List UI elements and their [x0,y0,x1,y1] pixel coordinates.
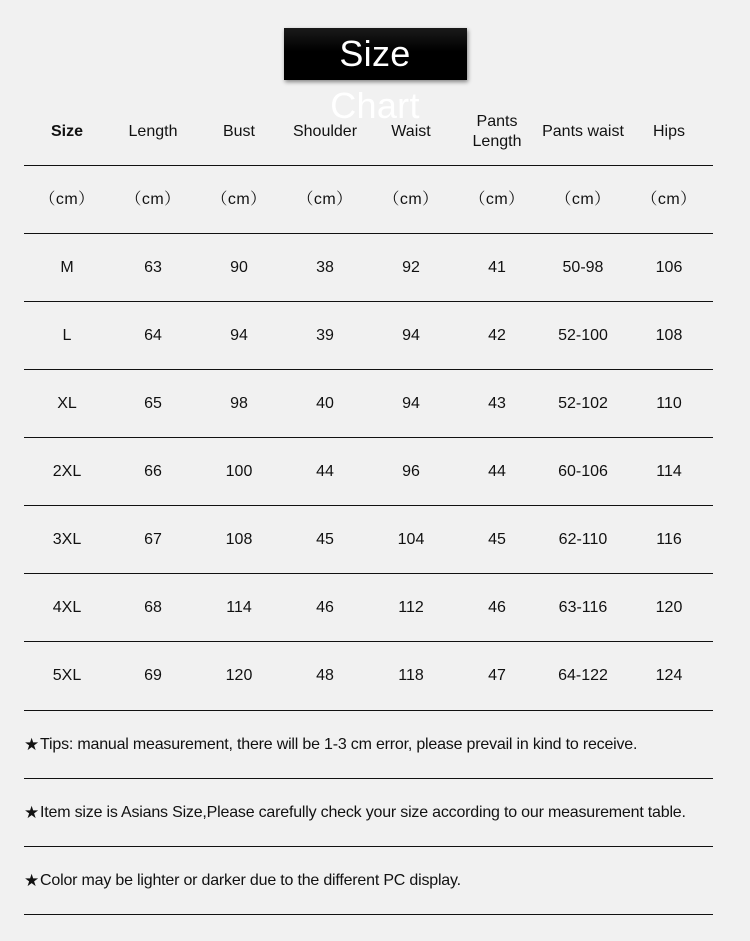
note-color [24,847,713,915]
unit-cell: （cm） [469,190,525,208]
unit-cell: （cm） [297,190,353,208]
table-cell: 96 [402,462,420,480]
table-cell: 50-98 [562,258,604,276]
table-cell: 118 [398,667,424,684]
size-cell: 5XL [52,667,82,684]
star-icon: ★ [24,734,40,754]
table-cell: 92 [402,258,420,276]
table-cell: 94 [402,326,420,344]
table-cell: 52-100 [558,326,608,344]
note-asian-size [24,779,713,847]
table-cell: 114 [226,598,252,616]
header-bust: Bust [222,122,255,140]
table-cell: 90 [230,258,248,276]
size-cell: L [62,326,72,344]
table-cell: 100 [225,462,253,480]
table-row [24,370,713,438]
header-size: Size [50,122,83,140]
note-text: Color may be lighter or darker due to the different PC display. [40,871,461,889]
unit-cell: （cm） [641,190,697,208]
note-text: Item size is Asians Size,Please carefully check your size according to our measurement table. [40,803,686,821]
table-cell: 104 [397,530,425,548]
table-cell: 41 [488,258,506,276]
table-cell: 43 [488,394,506,412]
note-tips [24,711,713,779]
table-cell: 106 [655,258,683,276]
table-units-row [24,166,713,234]
table-cell: 45 [316,530,334,548]
table-cell: 120 [655,598,683,616]
table-cell: 62-110 [558,530,608,548]
unit-cell: （cm） [555,190,611,208]
table-cell: 112 [398,598,424,616]
table-cell: 40 [316,394,334,412]
size-cell: M [60,258,74,276]
page-title: Size Chart [284,28,467,80]
table-cell: 52-102 [558,394,608,412]
table-cell: 38 [316,258,334,276]
table-cell: 48 [316,667,334,684]
star-icon: ★ [24,870,40,890]
table-cell: 44 [316,462,334,480]
size-cell: XL [57,394,77,412]
table-cell: 94 [230,326,248,344]
table-header-row [24,98,713,166]
table-row [24,302,713,370]
table-cell: 116 [656,530,682,548]
table-cell: 114 [656,462,682,480]
table-cell: 42 [488,326,506,344]
size-cell: 2XL [52,462,82,480]
table-cell: 98 [230,394,248,412]
table-cell: 64 [144,326,162,344]
table-cell: 108 [655,326,683,344]
table-cell: 46 [316,598,334,616]
table-row [24,574,713,642]
table-cell: 108 [225,530,253,548]
table-cell: 110 [656,394,682,412]
unit-cell: （cm） [211,190,267,208]
header-hips: Hips [652,122,685,140]
table-cell: 67 [144,530,162,548]
table-cell: 65 [144,394,162,412]
star-icon: ★ [24,802,40,822]
header-length: Length [128,122,178,140]
table-cell: 46 [488,598,506,616]
note-text: Tips: manual measurement, there will be 1-3 cm error, please prevail in kind to receive. [40,735,638,753]
header-shoulder: Shoulder [292,122,358,140]
header-pants-length [454,112,540,152]
table-cell: 63 [144,258,162,276]
table-cell: 47 [488,667,506,684]
header-pants-length-line1: Pants [476,112,518,130]
table-cell: 120 [225,667,253,684]
header-pants-length-line2: Length [472,132,522,150]
table-cell: 39 [316,326,334,344]
table-cell: 69 [144,667,162,684]
table-row [24,234,713,302]
table-cell: 45 [488,530,506,548]
table-cell: 63-116 [558,598,608,616]
size-chart-table [24,98,713,915]
size-cell: 3XL [52,530,82,548]
header-waist: Waist [391,122,431,140]
table-cell: 64-122 [558,667,608,684]
table-cell: 66 [144,462,162,480]
table-cell: 44 [488,462,506,480]
size-cell: 4XL [52,598,82,616]
unit-cell: （cm） [125,190,181,208]
unit-cell: （cm） [39,190,95,208]
table-row [24,438,713,506]
table-cell: 68 [144,598,162,616]
header-pants-waist: Pants waist [542,122,624,140]
table-cell: 94 [402,394,420,412]
unit-cell: （cm） [383,190,439,208]
table-row [24,506,713,574]
table-row [24,642,713,711]
table-cell: 124 [655,667,683,684]
table-cell: 60-106 [558,462,608,480]
